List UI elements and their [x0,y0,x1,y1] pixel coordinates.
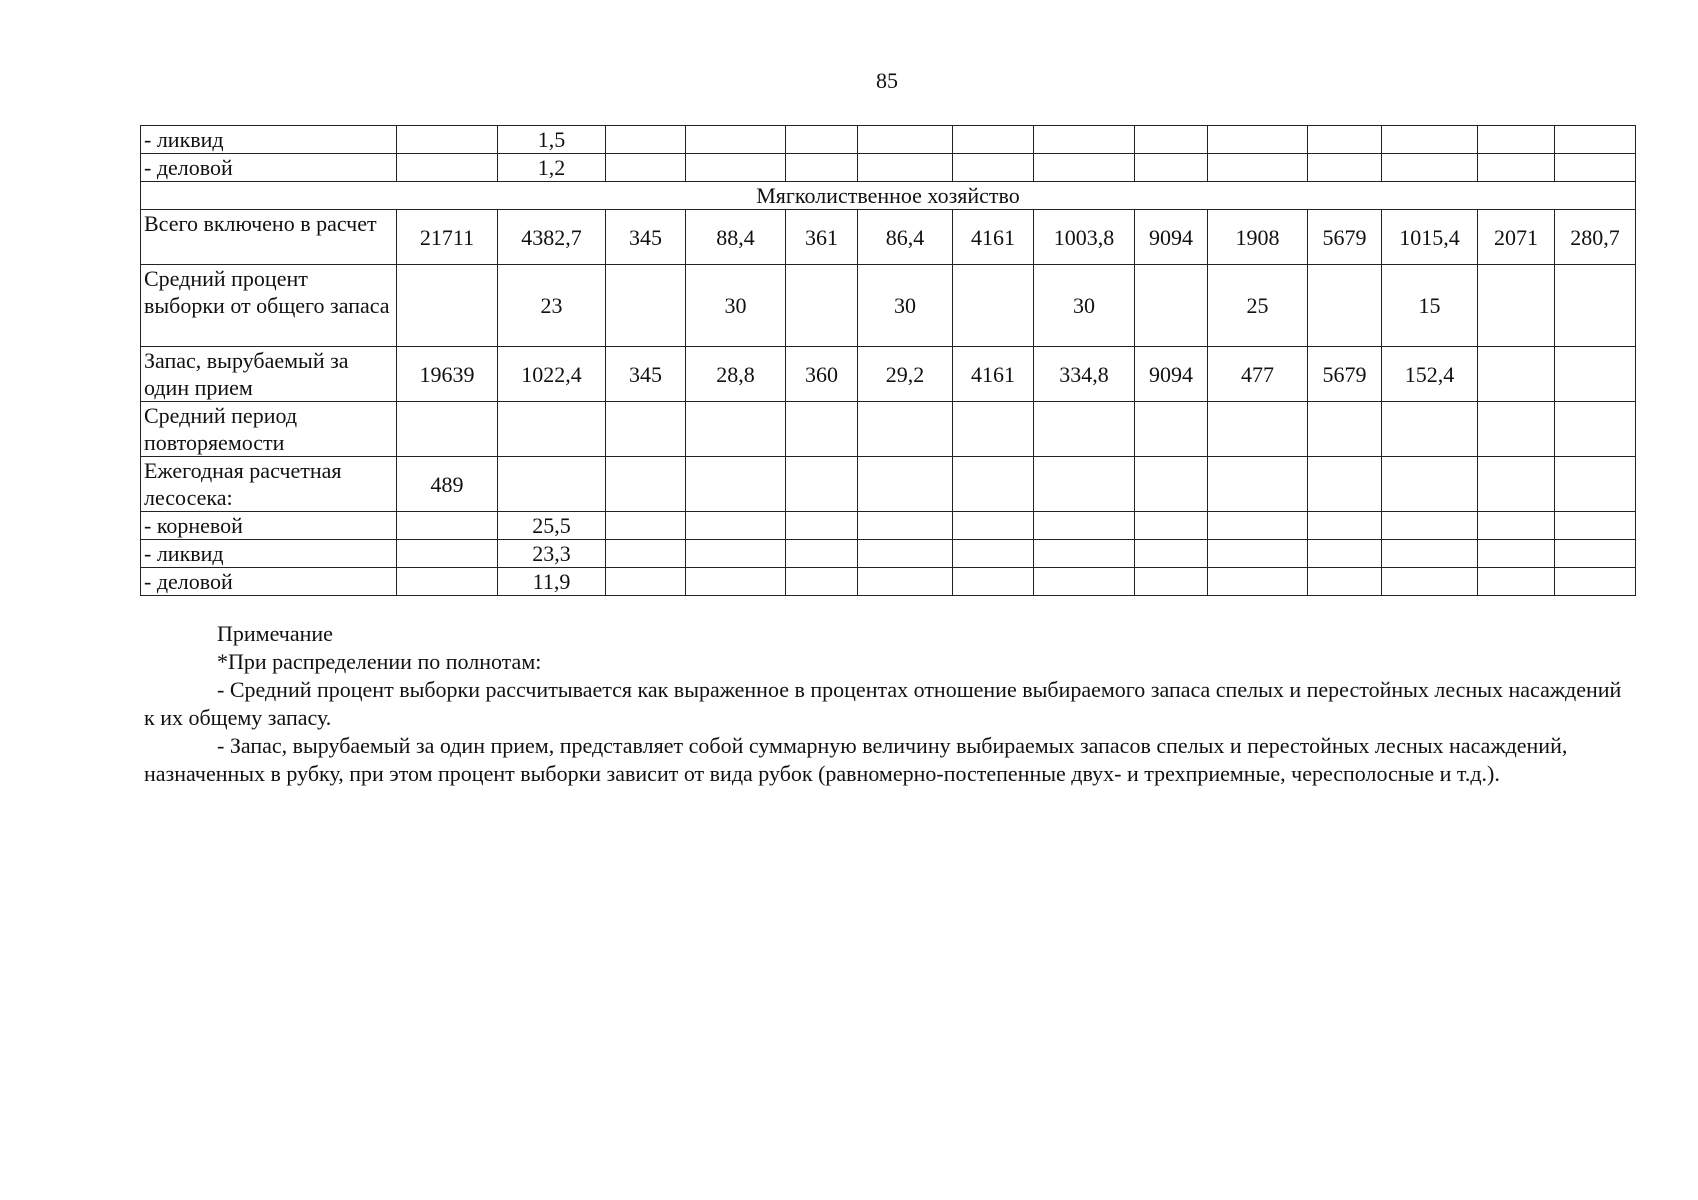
table-cell [1478,457,1555,512]
row-label: - корневой [141,512,397,540]
table-cell [953,568,1034,596]
table-cell [686,540,786,568]
table-cell [1034,402,1135,457]
table-cell [1478,568,1555,596]
table-row [141,347,1636,402]
table-cell [1555,568,1636,596]
table-cell: 345 [606,210,686,265]
table-cell [786,265,858,347]
table-cell [1135,402,1208,457]
table-cell [786,126,858,154]
table-cell [786,402,858,457]
table-cell: 152,4 [1382,347,1478,402]
table-cell [1308,126,1382,154]
table-cell [1555,265,1636,347]
table-cell [786,457,858,512]
table-cell [1034,540,1135,568]
table-cell [397,265,498,347]
table-cell [1382,126,1478,154]
table-cell: 30 [686,265,786,347]
table-cell [686,512,786,540]
table-row [141,512,1636,540]
row-label: - деловой [141,154,397,182]
table-cell [1555,402,1636,457]
table-cell: 88,4 [686,210,786,265]
table-cell [1478,402,1555,457]
table-cell [1208,402,1308,457]
table-row [141,126,1636,154]
table-cell: 1022,4 [498,347,606,402]
table-cell [397,154,498,182]
table-cell [1478,540,1555,568]
table-cell: 489 [397,457,498,512]
table-cell [1308,457,1382,512]
table-cell [1135,126,1208,154]
table-cell [1135,568,1208,596]
row-label: Средний период повторяемости [141,402,397,457]
forest-data-table [140,125,1636,596]
table-cell [1308,265,1382,347]
table-cell [1382,402,1478,457]
table-cell: 1908 [1208,210,1308,265]
row-label: Всего включено в расчет [141,210,397,265]
table-cell [953,457,1034,512]
table-cell [1478,126,1555,154]
table-cell [1382,512,1478,540]
table-cell [1308,512,1382,540]
table-cell: 2071 [1478,210,1555,265]
table-cell [786,512,858,540]
table-cell [1208,457,1308,512]
section-row [141,182,1636,210]
row-label: - деловой [141,568,397,596]
notes-line-3: - Запас, вырубаемый за один прием, представляет собой суммарную величину выбираемых запасов спелых и перестойных лесных насаждений, назначенных в рубку, при этом процент выборки зависит от вида рубок (равномерно-постепенные двух- и трехприемные, чересполосные и т.д.). [144,733,1568,786]
table-cell [1555,154,1636,182]
table-cell: 28,8 [686,347,786,402]
table-cell [606,457,686,512]
table-cell [498,457,606,512]
table-cell [606,402,686,457]
table-cell [1135,154,1208,182]
table-cell [1135,457,1208,512]
table-cell [786,154,858,182]
table-cell [858,126,953,154]
table-cell [1308,568,1382,596]
notes-block [144,620,1634,788]
table-cell [606,265,686,347]
table-cell [1208,540,1308,568]
table-cell: 29,2 [858,347,953,402]
table-cell: 1,5 [498,126,606,154]
table-cell [686,154,786,182]
table-cell: 25 [1208,265,1308,347]
table-cell [858,512,953,540]
table-cell: 4161 [953,347,1034,402]
table-cell [953,512,1034,540]
table-cell [1034,154,1135,182]
table-cell [1382,457,1478,512]
notes-line-1: *При распределении по полнотам: [217,649,542,674]
table-cell: 23 [498,265,606,347]
table-cell: 360 [786,347,858,402]
table-cell: 1015,4 [1382,210,1478,265]
table-cell [1478,347,1555,402]
table-cell [606,512,686,540]
table-cell: 11,9 [498,568,606,596]
table-cell [953,126,1034,154]
section-title: Мягколиственное хозяйство [141,182,1636,210]
table-row [141,540,1636,568]
table-cell: 25,5 [498,512,606,540]
table-row [141,265,1636,347]
table-cell [1478,154,1555,182]
table-cell [1034,568,1135,596]
table-cell: 1003,8 [1034,210,1135,265]
row-label: - ликвид [141,540,397,568]
table-row [141,402,1636,457]
table-cell: 4161 [953,210,1034,265]
table-cell [606,126,686,154]
table-cell: 334,8 [1034,347,1135,402]
table-cell [1382,154,1478,182]
table-cell: 9094 [1135,347,1208,402]
table-cell [1382,540,1478,568]
table-cell [686,457,786,512]
table-cell [397,402,498,457]
notes-heading: Примечание [217,621,333,646]
table-cell [786,540,858,568]
table-cell [606,540,686,568]
table-cell [858,154,953,182]
table-cell [397,126,498,154]
table-cell [1135,512,1208,540]
row-label: - ликвид [141,126,397,154]
table-cell [858,457,953,512]
table-cell [1208,154,1308,182]
table-cell [1555,457,1636,512]
table-cell: 9094 [1135,210,1208,265]
table-cell [686,402,786,457]
table-cell: 86,4 [858,210,953,265]
table-cell: 30 [858,265,953,347]
notes-line-2: - Средний процент выборки рассчитывается как выраженное в процентах отношение выбираемого запаса спелых и перестойных лесных насаждений к их общему запасу. [144,677,1622,730]
table-cell: 21711 [397,210,498,265]
table-cell [1135,540,1208,568]
table-cell: 23,3 [498,540,606,568]
table-cell: 477 [1208,347,1308,402]
table-cell: 345 [606,347,686,402]
table-cell: 4382,7 [498,210,606,265]
table-cell [1308,402,1382,457]
table-cell [1382,568,1478,596]
table-cell [1034,126,1135,154]
table-cell [953,154,1034,182]
table-cell [953,402,1034,457]
table-row [141,457,1636,512]
table-row [141,210,1636,265]
page-number: 85 [876,68,898,93]
table-cell [1308,154,1382,182]
table-cell [858,402,953,457]
table-cell: 15 [1382,265,1478,347]
table-cell [1208,512,1308,540]
row-label: Запас, вырубаемый за один прием [141,347,397,402]
table-cell [1478,512,1555,540]
table-cell [1555,512,1636,540]
table-row [141,154,1636,182]
row-label: Ежегодная расчетная лесосека: [141,457,397,512]
table-cell [498,402,606,457]
table-cell: 1,2 [498,154,606,182]
table-cell [858,568,953,596]
table-cell [686,568,786,596]
table-cell [1034,457,1135,512]
row-label: Средний процент выборки от общего запаса [141,265,397,347]
table-cell [397,512,498,540]
table-cell [1555,347,1636,402]
table-cell [1478,265,1555,347]
table-cell [397,568,498,596]
table-cell: 5679 [1308,347,1382,402]
table-cell [858,540,953,568]
table-cell: 280,7 [1555,210,1636,265]
table-cell [786,568,858,596]
table-cell [953,265,1034,347]
table-cell: 361 [786,210,858,265]
table-cell [1208,568,1308,596]
table-cell [1555,540,1636,568]
table-cell [606,154,686,182]
table-cell [606,568,686,596]
table-row [141,568,1636,596]
table-cell [1208,126,1308,154]
table-cell [1135,265,1208,347]
table-cell [1034,512,1135,540]
table-cell [953,540,1034,568]
table-cell [1308,540,1382,568]
table-cell: 30 [1034,265,1135,347]
table-cell [686,126,786,154]
table-cell [397,540,498,568]
table-cell [1555,126,1636,154]
table-cell: 19639 [397,347,498,402]
table-cell: 5679 [1308,210,1382,265]
